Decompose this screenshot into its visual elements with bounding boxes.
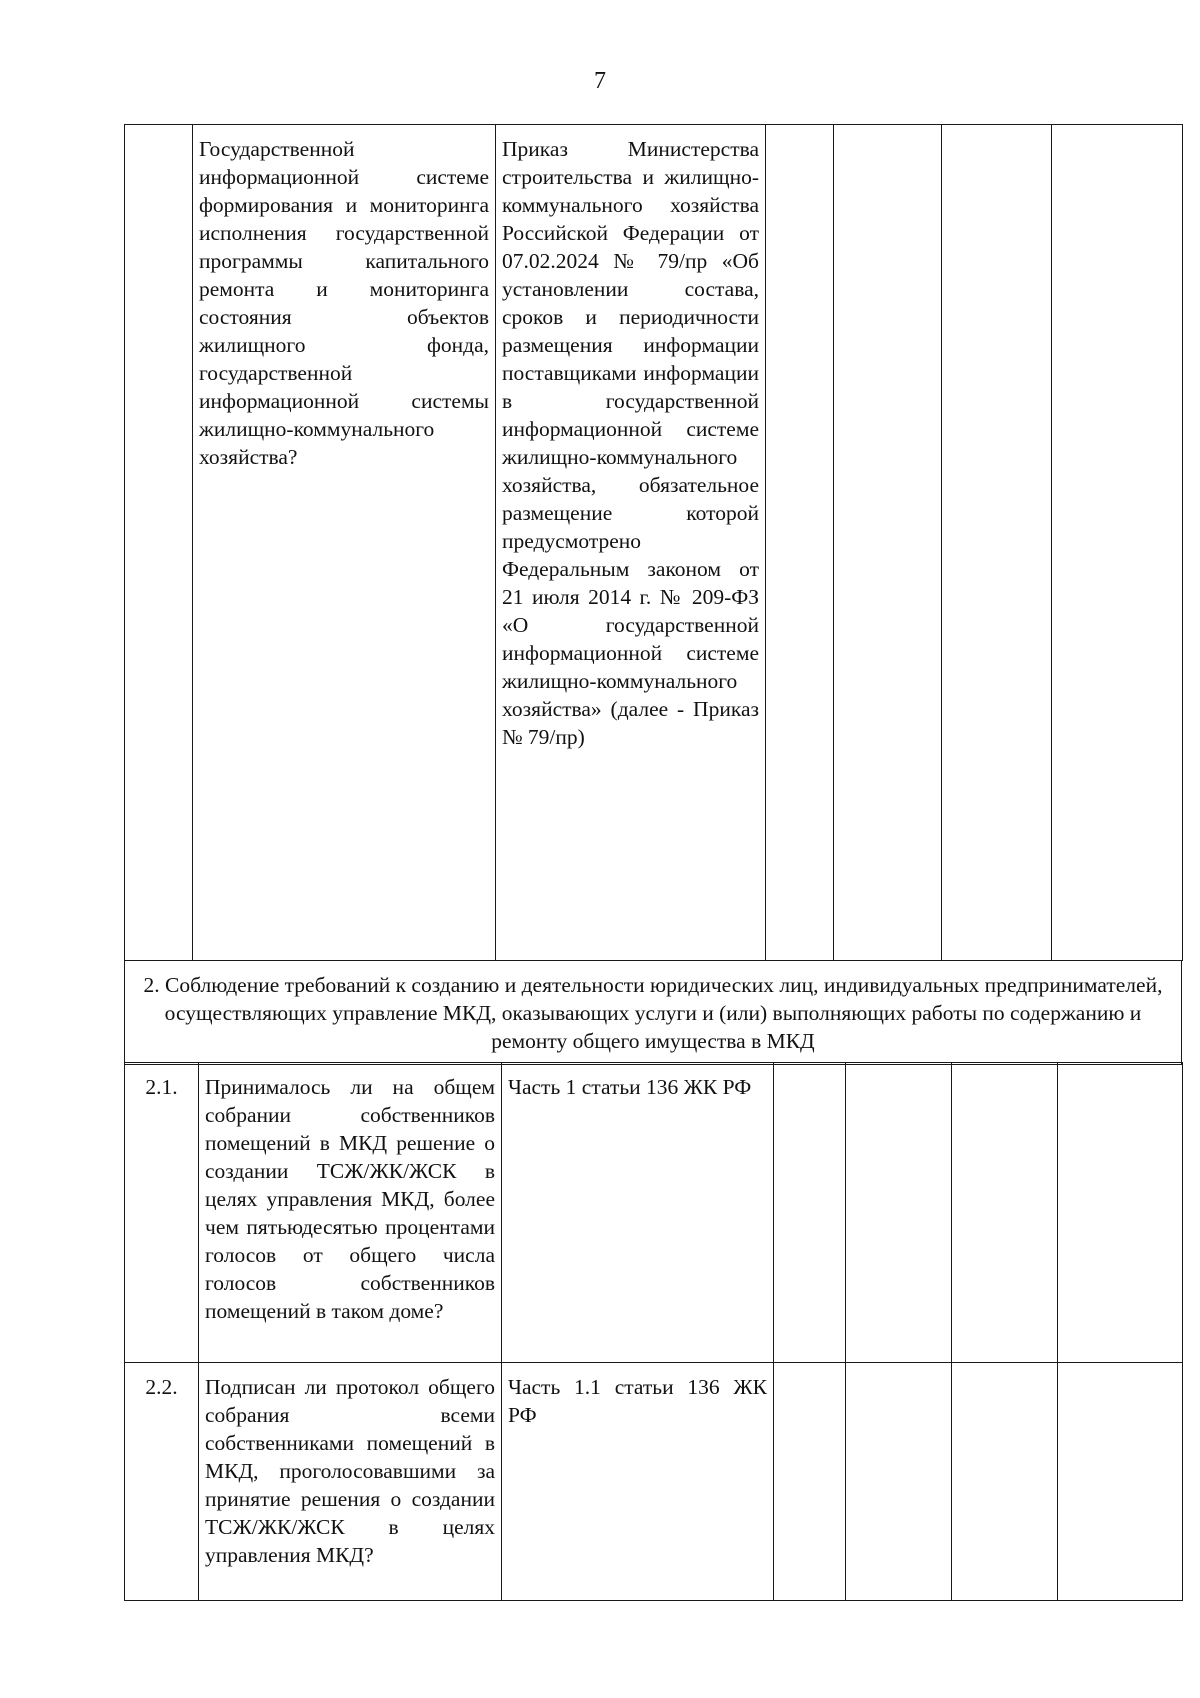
continuation-table — [124, 124, 1183, 961]
cell-reference: Приказ Министерства строительства и жилищно-коммунального хозяйства Российской Федерации от 07.02.2024 № 79/пр «Об установлении состава, сроков и периодичности размещения информации поставщиками информации в государственной информационной системе жилищно-коммунального хозяйства, обязательное размещение которой предусмотрено Федеральным законом от 21 июля 2014 г. № 209-ФЗ «О государственной информационной системе жилищно-коммунального хозяйства» (далее - Приказ № 79/пр) — [496, 125, 766, 961]
cell-yes — [774, 1363, 846, 1601]
row-number: 2.2. — [125, 1363, 199, 1601]
cell-not-applicable — [952, 1363, 1058, 1601]
row-question: Принималось ли на общем собрании собственников помещений в МКД решение о создании ТСЖ/ЖК/ЖСК в целях управления МКД, более чем пятьюдесятью процентами голосов от общего числа голосов собственников помещений в таком доме? — [199, 1063, 502, 1363]
continuation-row — [125, 125, 1183, 961]
section-heading: 2. Соблюдение требований к созданию и деятельности юридических лиц, индивидуальных предпринимателей, осуществляющих управление МКД, оказывающих услуги и (или) выполняющих работы по содержанию и ремонту общего имущества в МКД — [125, 961, 1182, 1065]
cell-note — [1058, 1063, 1183, 1363]
row-reference: Часть 1 статьи 136 ЖК РФ — [502, 1063, 774, 1363]
checklist-table — [124, 1062, 1183, 1601]
cell-yes — [774, 1063, 846, 1363]
row-number: 2.1. — [125, 1063, 199, 1363]
cell-note — [1058, 1363, 1183, 1601]
section-table — [124, 960, 1182, 1065]
table-row — [125, 1363, 1183, 1601]
cell-number — [125, 125, 193, 961]
cell-no — [846, 1063, 952, 1363]
page-number: 7 — [594, 68, 606, 94]
row-reference: Часть 1.1 статьи 136 ЖК РФ — [502, 1363, 774, 1601]
cell-no — [834, 125, 942, 961]
row-question: Подписан ли протокол общего собрания всеми собственниками помещений в МКД, проголосовавшими за принятие решения о создании ТСЖ/ЖК/ЖСК в целях управления МКД? — [199, 1363, 502, 1601]
table-row — [125, 1063, 1183, 1363]
cell-no — [846, 1363, 952, 1601]
cell-question: Государственной информационной системе формирования и мониторинга исполнения государственной программы капитального ремонта и мониторинга состояния объектов жилищного фонда, государственной информационной системы жилищно-коммунального хозяйства? — [193, 125, 496, 961]
cell-not-applicable — [942, 125, 1052, 961]
cell-yes — [766, 125, 834, 961]
cell-note — [1052, 125, 1183, 961]
cell-not-applicable — [952, 1063, 1058, 1363]
